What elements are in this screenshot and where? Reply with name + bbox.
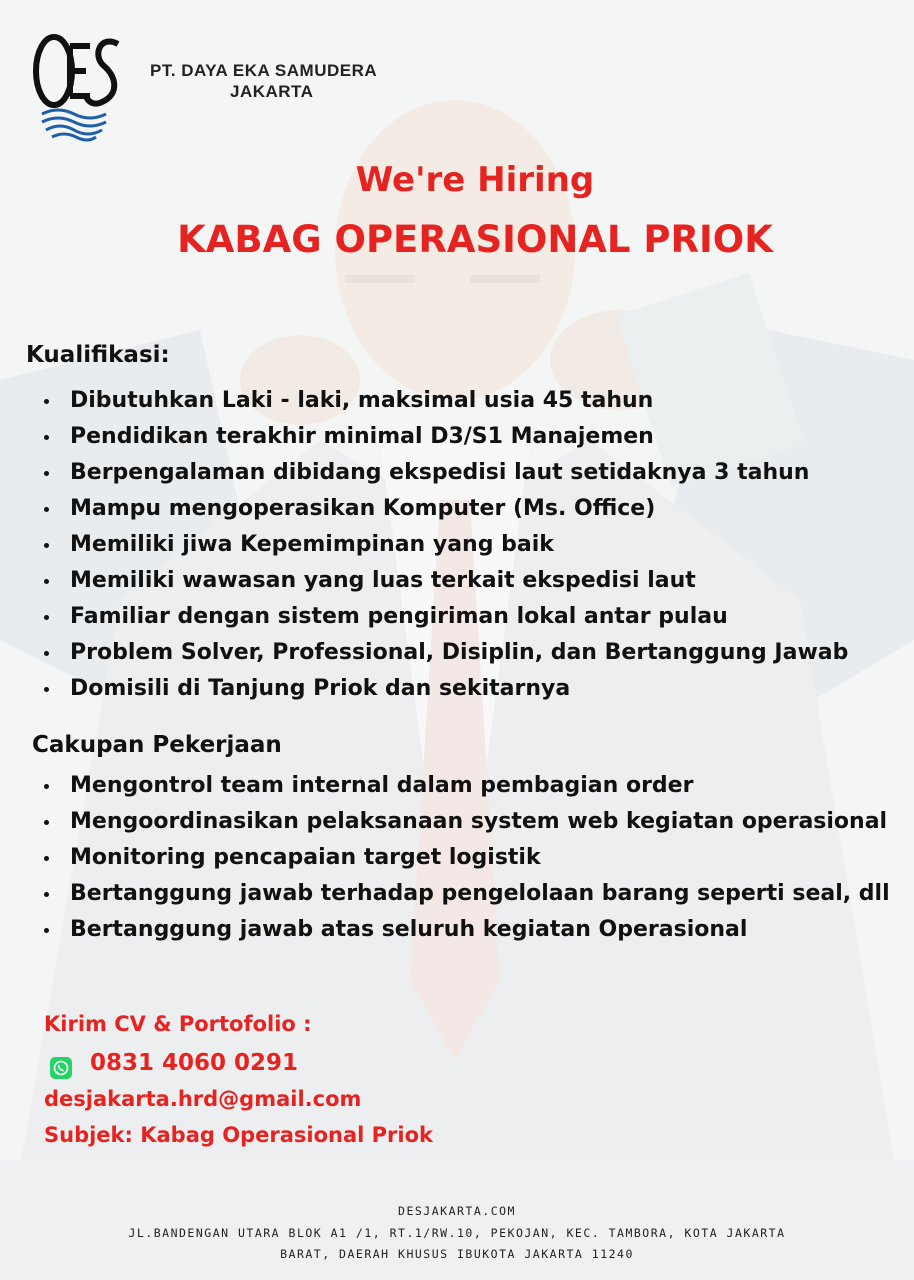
bullet-icon: [44, 471, 49, 476]
list-item: Mengontrol team internal dalam pembagian order: [40, 768, 890, 804]
bullet-icon: [44, 856, 49, 861]
bullet-icon: [44, 579, 49, 584]
hiring-headline: We're Hiring: [355, 160, 595, 200]
company-city: JAKARTA: [230, 82, 314, 101]
list-item: Domisili di Tanjung Priok dan sekitarnya: [40, 671, 848, 707]
list-item: Familiar dengan sistem pengiriman lokal antar pulau: [40, 599, 848, 635]
list-item: Mampu mengoperasikan Komputer (Ms. Office): [40, 491, 848, 527]
company-name: PT. DAYA EKA SAMUDERA: [150, 61, 378, 80]
list-item: Monitoring pencapaian target logistik: [40, 840, 890, 876]
list-item: Bertanggung jawab atas seluruh kegiatan Operasional: [40, 912, 890, 948]
bullet-icon: [44, 928, 49, 933]
list-item: Berpengalaman dibidang ekspedisi laut setidaknya 3 tahun: [40, 455, 848, 491]
job-title: KABAG OPERASIONAL PRIOK: [177, 218, 773, 261]
scope-list: [40, 768, 890, 948]
bullet-icon: [44, 507, 49, 512]
bullet-icon: [44, 687, 49, 692]
list-item: Pendidikan terakhir minimal D3/S1 Manajemen: [40, 419, 848, 455]
email-subject: Subjek: Kabag Operasional Priok: [44, 1123, 433, 1147]
bullet-icon: [44, 399, 49, 404]
list-item: Problem Solver, Professional, Disiplin, dan Bertanggung Jawab: [40, 635, 848, 671]
bullet-icon: [44, 820, 49, 825]
company-name-block: [150, 60, 377, 102]
list-item: Memiliki wawasan yang luas terkait ekspedisi laut: [40, 563, 848, 599]
list-item: Mengoordinasikan pelaksanaan system web kegiatan operasional: [40, 804, 890, 840]
contact-title: Kirim CV & Portofolio :: [44, 1012, 312, 1036]
list-item: Memiliki jiwa Kepemimpinan yang baik: [40, 527, 848, 563]
list-item: Dibutuhkan Laki - laki, maksimal usia 45 tahun: [40, 383, 848, 419]
bullet-icon: [44, 784, 49, 789]
bullet-icon: [44, 435, 49, 440]
qualifications-title: Kualifikasi:: [26, 342, 170, 368]
list-item: Bertanggung jawab terhadap pengelolaan barang seperti seal, dll: [40, 876, 890, 912]
footer-address-line2: BARAT, DAERAH KHUSUS IBUKOTA JAKARTA 11240: [280, 1247, 634, 1261]
scope-title: Cakupan Pekerjaan: [32, 732, 282, 758]
email-address[interactable]: desjakarta.hrd@gmail.com: [44, 1087, 362, 1111]
phone-number[interactable]: 0831 4060 0291: [90, 1050, 299, 1076]
company-logo: [30, 16, 126, 146]
bullet-icon: [44, 543, 49, 548]
whatsapp-icon: [50, 1057, 72, 1079]
footer-website[interactable]: DESJAKARTA.COM: [398, 1204, 516, 1218]
footer-address-line1: JL.BANDENGAN UTARA BLOK A1 /1, RT.1/RW.10, PEKOJAN, KEC. TAMBORA, KOTA JAKARTA: [128, 1226, 786, 1240]
qualifications-list: [40, 383, 848, 707]
bullet-icon: [44, 892, 49, 897]
bullet-icon: [44, 651, 49, 656]
bullet-icon: [44, 615, 49, 620]
